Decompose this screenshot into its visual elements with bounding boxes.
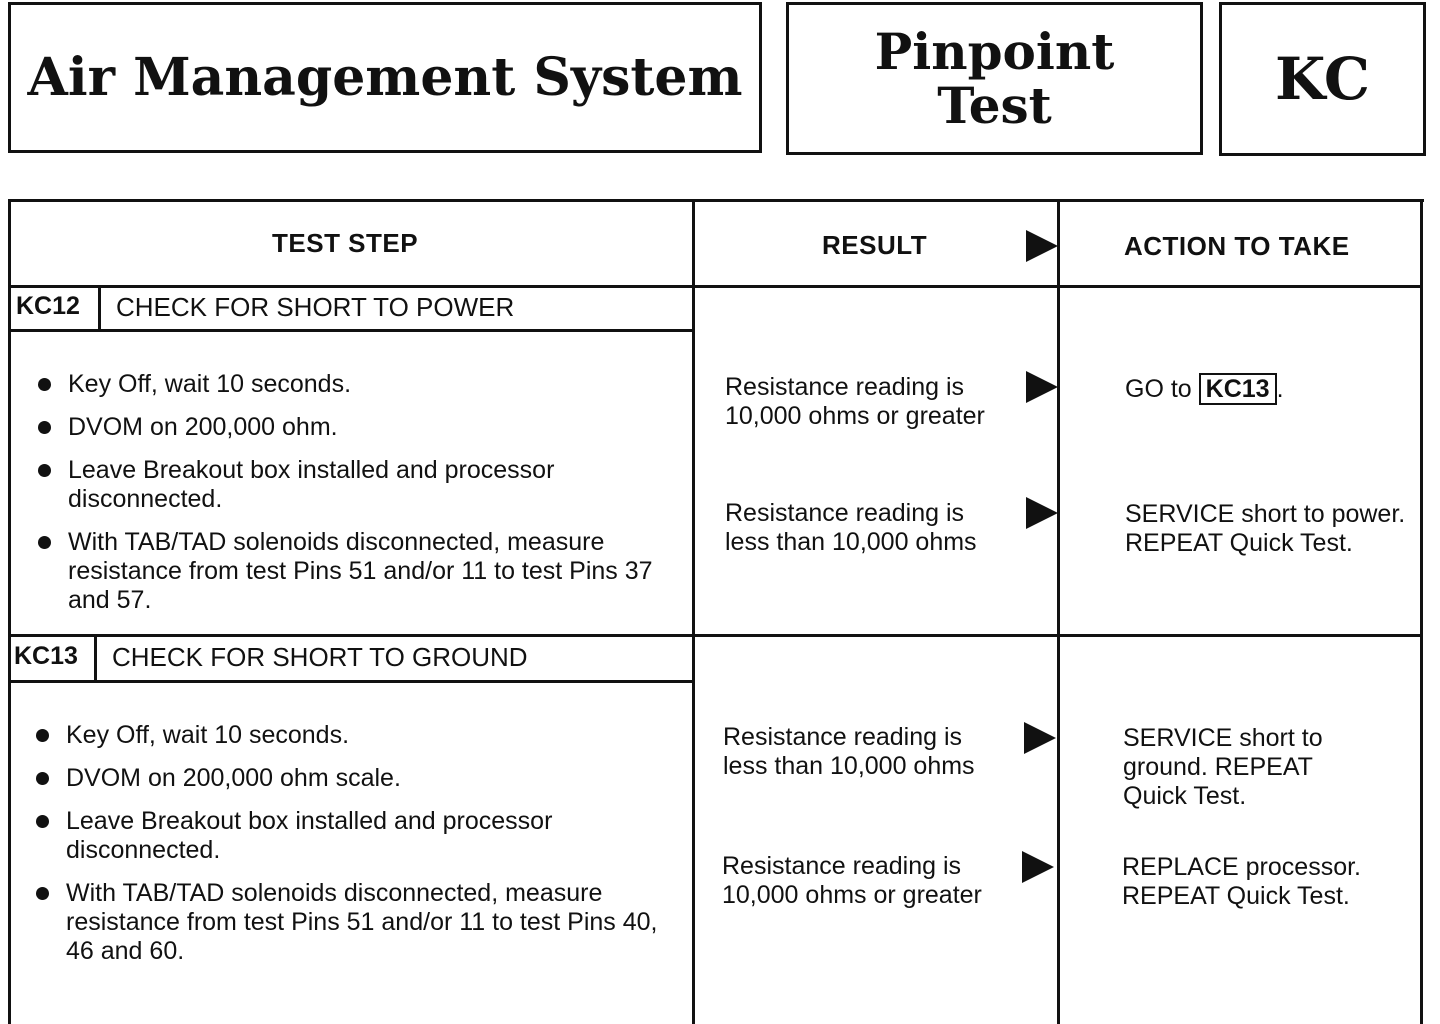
list-item: DVOM on 200,000 ohm. bbox=[38, 413, 678, 442]
column-header-test-step: TEST STEP bbox=[272, 228, 419, 258]
kc13-arrow-2-icon bbox=[1022, 851, 1054, 883]
list-item: Leave Breakout box installed and processor disconnected. bbox=[38, 456, 678, 514]
kc13-action-1: SERVICE short to ground. REPEAT Quick Test. bbox=[1123, 724, 1323, 810]
system-title bbox=[8, 2, 762, 153]
kc12-action-1 bbox=[1125, 373, 1415, 405]
list-item: Leave Breakout box installed and processor disconnected. bbox=[36, 807, 678, 865]
test-code-title bbox=[1219, 2, 1426, 156]
kc12-arrow-2-icon bbox=[1026, 497, 1058, 529]
kc13-result-1: Resistance reading is less than 10,000 ohms bbox=[723, 723, 975, 780]
kc12-test-steps bbox=[38, 370, 678, 629]
test-code-text: KC bbox=[1274, 45, 1370, 113]
column-divider-2 bbox=[1057, 199, 1060, 1024]
table-left-border bbox=[8, 199, 11, 1024]
list-item: Key Off, wait 10 seconds. bbox=[38, 370, 678, 399]
step-divider bbox=[8, 634, 1423, 637]
kc12-code-divider bbox=[98, 285, 101, 331]
column-header-bottom bbox=[8, 285, 1423, 288]
kc12-action-1-suffix: . bbox=[1276, 375, 1284, 403]
kc12-header-bottom bbox=[8, 329, 694, 332]
list-item: With TAB/TAD solenoids disconnected, measure resistance from test Pins 51 and/or 11 to test Pins 37 and 57. bbox=[38, 528, 678, 615]
table-top-border bbox=[8, 199, 1424, 202]
step-code-kc12: KC12 bbox=[16, 292, 80, 320]
test-type-title bbox=[786, 2, 1203, 155]
column-divider-1 bbox=[692, 199, 695, 1024]
kc13-arrow-1-icon bbox=[1024, 722, 1056, 754]
kc13-result-2: Resistance reading is 10,000 ohms or greater bbox=[722, 852, 982, 909]
kc12-result-2: Resistance reading is less than 10,000 ohms bbox=[725, 499, 977, 556]
step-title-kc12: CHECK FOR SHORT TO POWER bbox=[116, 292, 515, 322]
system-title-text: Air Management System bbox=[27, 47, 743, 108]
test-type-line1: Pinpoint bbox=[874, 21, 1115, 81]
header-arrow-icon bbox=[1026, 230, 1058, 262]
list-item: DVOM on 200,000 ohm scale. bbox=[36, 764, 678, 793]
list-item: With TAB/TAD solenoids disconnected, measure resistance from test Pins 51 and/or 11 to test Pins 40, 46 and 60. bbox=[36, 879, 678, 966]
column-header-action: ACTION TO TAKE bbox=[1124, 231, 1350, 261]
kc13-header-bottom bbox=[8, 680, 694, 683]
step-title-kc13: CHECK FOR SHORT TO GROUND bbox=[112, 642, 528, 672]
list-item: Key Off, wait 10 seconds. bbox=[36, 721, 678, 750]
kc13-action-2: REPLACE processor. REPEAT Quick Test. bbox=[1122, 853, 1361, 910]
kc13-code-divider bbox=[94, 634, 97, 682]
kc12-action-2: SERVICE short to power. REPEAT Quick Test. bbox=[1125, 500, 1406, 557]
column-header-result: RESULT bbox=[822, 230, 928, 260]
kc12-result-1: Resistance reading is 10,000 ohms or greater bbox=[725, 373, 985, 430]
kc12-action-1-prefix: GO to bbox=[1125, 375, 1192, 403]
table-right-border bbox=[1420, 199, 1423, 1024]
kc12-arrow-1-icon bbox=[1026, 371, 1058, 403]
test-type-line2: Test bbox=[937, 75, 1052, 135]
kc13-test-steps bbox=[36, 721, 678, 980]
step-code-kc13: KC13 bbox=[14, 642, 78, 670]
kc13-reference-link[interactable]: KC13 bbox=[1199, 373, 1277, 405]
